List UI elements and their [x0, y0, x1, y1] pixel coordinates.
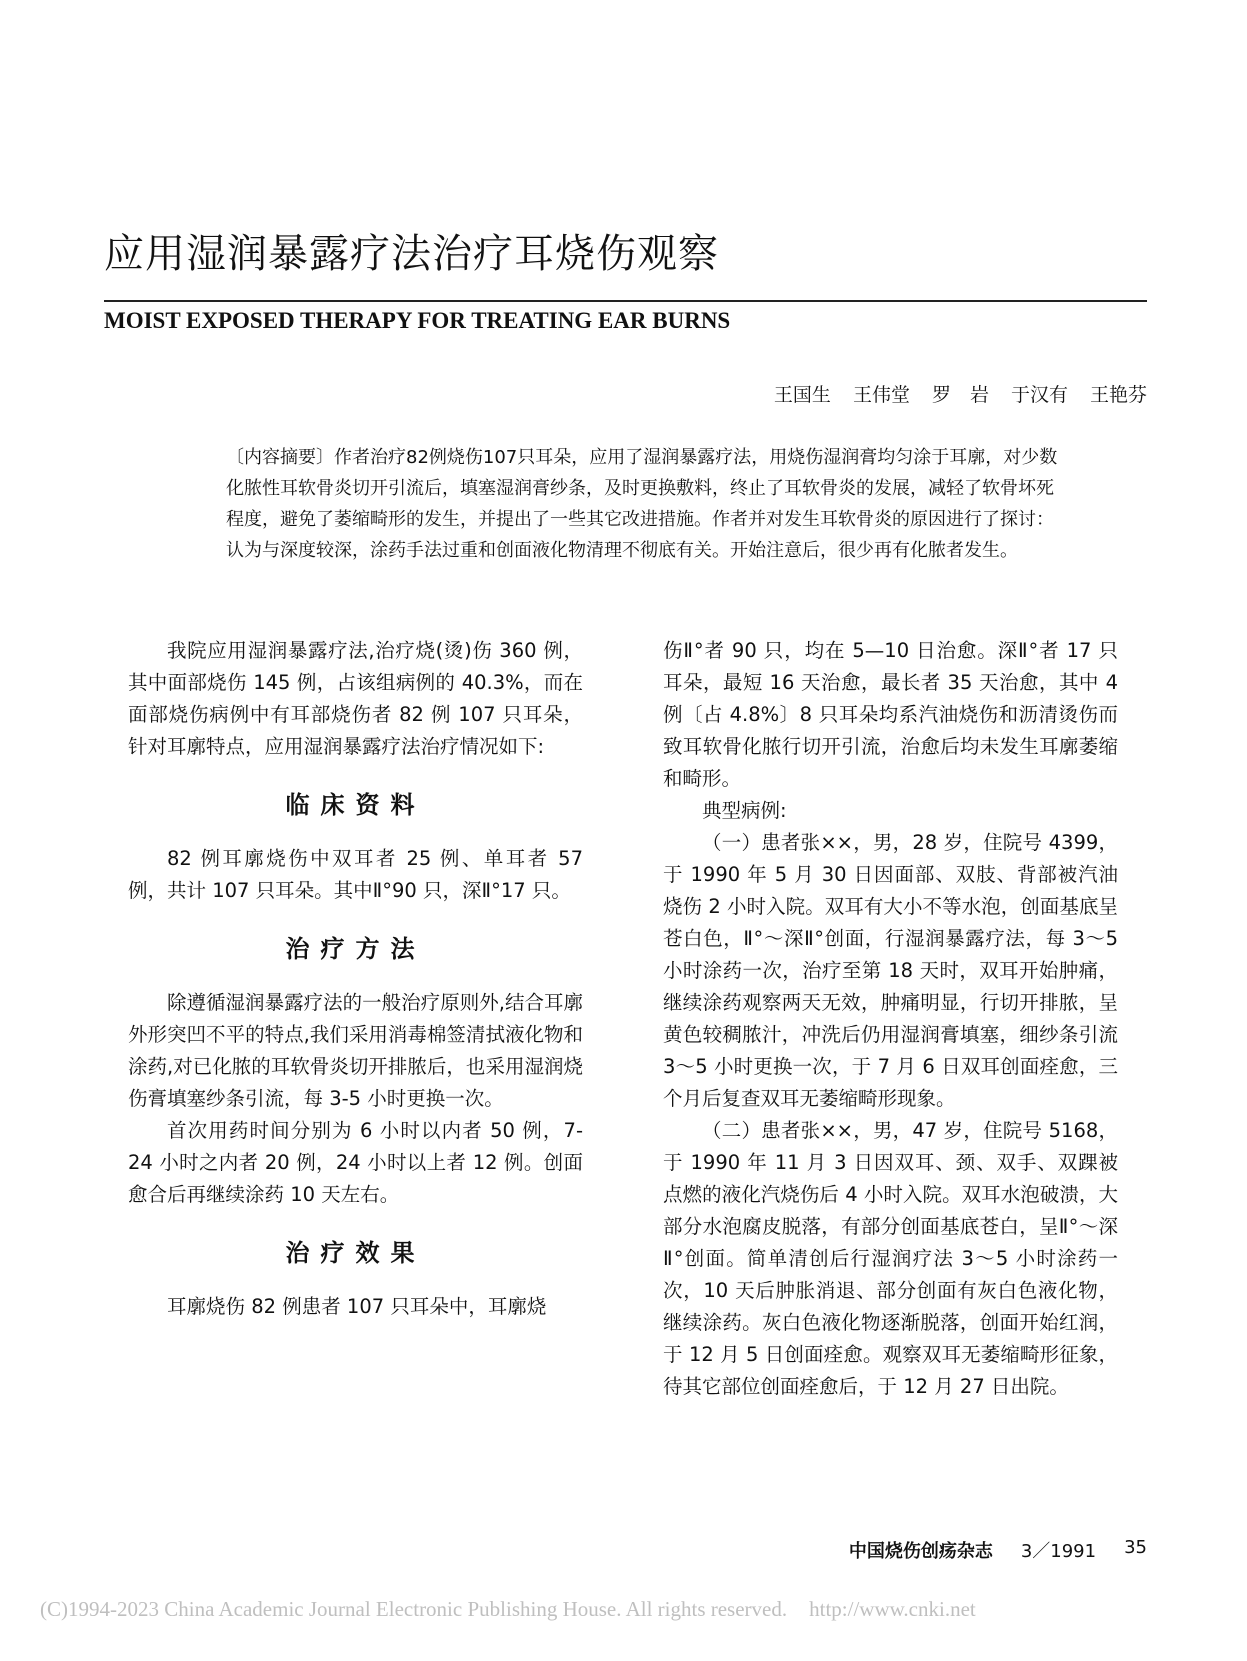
copyright-url: http://www.cnki.net [809, 1597, 976, 1621]
author: 王伟堂 [852, 384, 910, 406]
section-heading-result: 治疗效果 [285, 1239, 426, 1267]
case-paragraph: （一）患者张××，男，28 岁，住院号 4399，于 1990 年 5 月 30 日因面部、双肢、背部被汽油烧伤 2 小时入院。双耳有大小不等水泡，创面基底呈苍白色，Ⅱ°～深Ⅱ°创面，行湿润暴露疗法，每 3～5 小时涂药一次，治疗至第 18 天时，双耳开始肿痛，继续涂药观察两天无效，肿痛明显，行切开排脓，呈黄色较稠脓汁，冲洗后仍用湿润膏填塞，细纱条引流 3～5 小时更换一次，于 7 月 6 日双耳创面痊愈，三个月后复查双耳无萎缩畸形现象。 [663, 831, 1118, 1110]
right-column [663, 635, 1118, 1403]
journal-issue: 3／1991 [1020, 1541, 1097, 1562]
abstract-text: 作者治疗82例烧伤107只耳朵，应用了湿润暴露疗法，用烧伤湿润膏均匀涂于耳廓，对少数化脓性耳软骨炎切开引流后，填塞湿润膏纱条，及时更换敷料，终止了耳软骨炎的发展，减轻了软骨坏死程度，避免了萎缩畸形的发生，并提出了一些其它改进措施。作者并对发生耳软骨炎的原因进行了探讨：认为与深度较深，涂药手法过重和创面液化物清理不彻底有关。开始注意后，很少再有化脓者发生。 [226, 447, 1058, 561]
abstract-label: 〔内容摘要〕 [226, 447, 334, 468]
section-heading-clinical: 临床资料 [285, 791, 426, 819]
copyright-notice [40, 1597, 976, 1622]
author: 王国生 [773, 384, 831, 406]
page-number: 35 [1124, 1537, 1147, 1558]
copyright-text: (C)1994-2023 China Academic Journal Electronic Publishing House. All rights reserved. [40, 1597, 788, 1621]
author: 于汉有 [1010, 384, 1068, 406]
result-paragraph: 耳廓烧伤 82 例患者 107 只耳朵中，耳廓烧 [167, 1295, 547, 1318]
journal-name: 中国烧伤创疡杂志 [848, 1541, 993, 1562]
section-heading-method: 治疗方法 [285, 935, 426, 963]
clinical-paragraph: 82 例耳廓烧伤中双耳者 25 例、单耳者 57 例，共计 107 只耳朵。其中Ⅱ°90 只，深Ⅱ°17 只。 [128, 847, 583, 902]
author-list [774, 380, 1147, 407]
author: 王艳芬 [1089, 384, 1147, 406]
title-divider [104, 300, 1147, 302]
abstract [226, 442, 1062, 566]
english-title: MOIST EXPOSED THERAPY FOR TREATING EAR BURNS [104, 308, 731, 333]
result-paragraph-continued: 伤Ⅱ°者 90 只，均在 5—10 日治愈。深Ⅱ°者 17 只耳朵，最短 16 天治愈，最长者 35 天治愈，其中 4 例〔占 4.8%〕8 只耳朵均系汽油烧伤和沥清烫伤而致耳软骨化脓行切开引流，治愈后均未发生耳廓萎缩和畸形。 [663, 639, 1118, 790]
method-paragraph: 除遵循湿润暴露疗法的一般治疗原则外,结合耳廓外形突凹不平的特点,我们采用消毒棉签清拭液化物和涂药,对已化脓的耳软骨炎切开排脓后，也采用湿润烧伤膏填塞纱条引流，每 3-5 小时更换一次。 [128, 991, 583, 1110]
case-paragraph: （二）患者张××，男，47 岁，住院号 5168，于 1990 年 11 月 3 日因双耳、颈、双手、双踝被点燃的液化汽烧伤后 4 小时入院。双耳水泡破溃，大部分水泡腐皮脱落，有部分创面基底苍白，呈Ⅱ°～深Ⅱ°创面。简单清创后行湿润疗法 3～5 小时涂药一次，10 天后肿胀消退、部分创面有灰白色液化物，继续涂药。灰白色液化物逐渐脱落，创面开始红润，于 12 月 5 日创面痊愈。观察双耳无萎缩畸形征象，待其它部位创面痊愈后，于 12 月 27 日出院。 [663, 1119, 1118, 1398]
author: 罗 岩 [931, 384, 989, 406]
journal-footer [849, 1537, 1147, 1563]
method-paragraph: 首次用药时间分别为 6 小时以内者 50 例，7-24 小时之内者 20 例，24 小时以上者 12 例。创面愈合后再继续涂药 10 天左右。 [128, 1119, 583, 1206]
left-column [128, 635, 583, 1323]
intro-paragraph: 我院应用湿润暴露疗法,治疗烧(烫)伤 360 例，其中面部烧伤 145 例，占该组病例的 40.3%，而在面部烧伤病例中有耳部烧伤者 82 例 107 只耳朵，针对耳廓特点，应用湿润暴露疗法治疗情况如下: [128, 639, 583, 758]
typical-cases-label: 典型病例: [702, 799, 787, 822]
article-title: 应用湿润暴露疗法治疗耳烧伤观察 [104, 231, 719, 277]
